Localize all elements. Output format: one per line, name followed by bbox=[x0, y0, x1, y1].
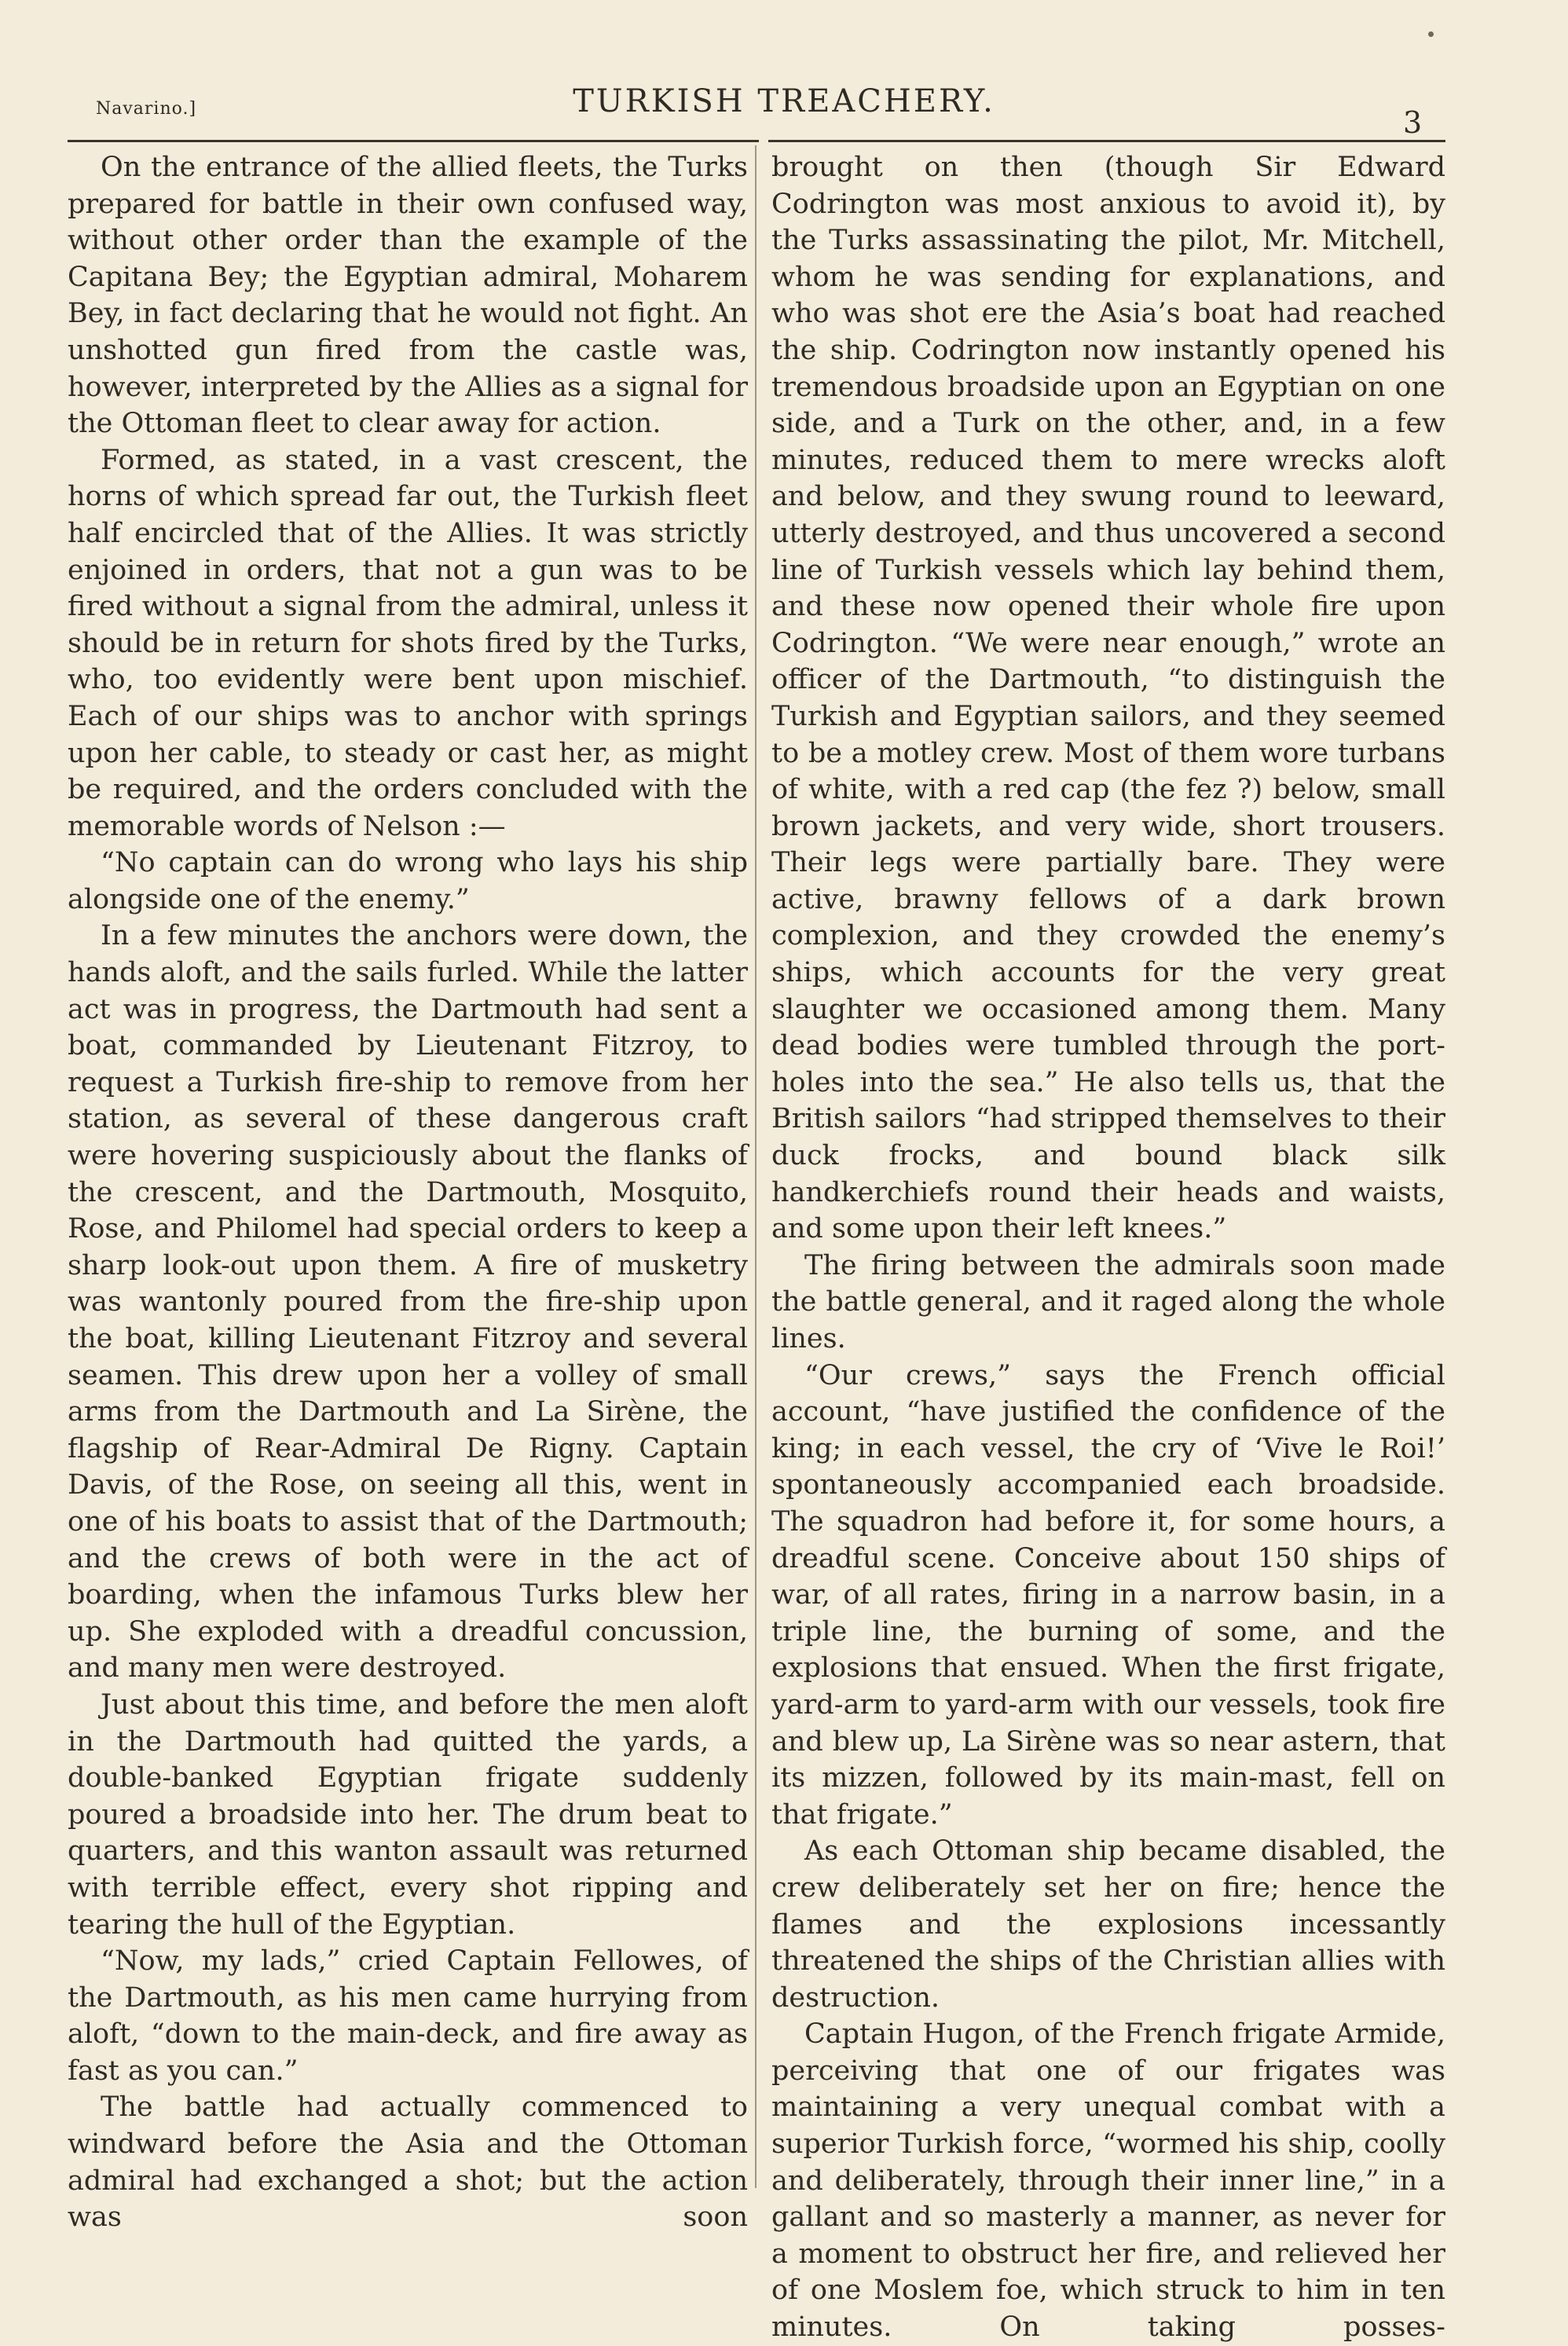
paragraph: Captain Hugon, of the French frigate Armide, perceiving that one of our frigates was maintaining a very unequal combat with a superior Turkish force, “wormed his ship, coolly and deliberately, through their inner line,” in a gallant and so masterly a manner, as never for a moment to obstruct her fire, and relieved her of one Moslem foe, which struck to him in ten minutes. On taking posses- bbox=[771, 2018, 1445, 2344]
running-header bbox=[0, 79, 1568, 140]
left-column bbox=[68, 149, 748, 2236]
header-rule-right bbox=[768, 140, 1445, 142]
page-number: 3 bbox=[1403, 105, 1423, 140]
paragraph: The battle had actually commenced to windward before the Asia and the Ottoman admiral had exchanged a shot; but the action was soon bbox=[68, 2091, 748, 2234]
paragraph: Just about this time, and before the men aloft in the Dartmouth had quitted the yards, a double-banked Egyptian frigate suddenly poured a broadside into her. The drum beat to quarters, and this wanton assault was returned with terrible effect, every shot ripping and tearing the hull of the Egyptian. bbox=[68, 1688, 748, 1941]
paragraph: “Now, my lads,” cried Captain Fellowes, of the Dartmouth, as his men came hurrying from aloft, “down to the main-deck, and fire away as fast as you can.” bbox=[68, 1945, 748, 2087]
ink-speck bbox=[1428, 31, 1434, 37]
paragraph: The firing between the admirals soon made the battle general, and it raged along the whole lines. bbox=[771, 1249, 1445, 1354]
paragraph: On the entrance of the allied fleets, the Turks prepared for battle in their own confused way, without other order than the example of the Capitana Bey; the Egyptian admiral, Moharem Bey, in fact declaring that he would not fight. An unshotted gun fired from the castle was, however, interpreted by the Allies as a signal for the Ottoman fleet to clear away for action. bbox=[68, 152, 748, 440]
paragraph: “No captain can do wrong who lays his ship alongside one of the enemy.” bbox=[68, 847, 748, 915]
running-title: TURKISH TREACHERY. bbox=[573, 83, 995, 119]
paragraph: In a few minutes the anchors were down, the hands aloft, and the sails furled. While the latter act was in progress, the Dartmouth had sent a boat, commanded by Lieutenant Fitzroy, to request a Turkish fire-ship to remove from her station, as several of these dangerous craft were hovering suspiciously about the flanks of the crescent, and the Dartmouth, Mosquito, Rose, and Philomel had special orders to keep a sharp look-out upon them. A fire of musketry was wantonly poured from the fire-ship upon the boat, killing Lieutenant Fitzroy and several seamen. This drew upon her a volley of small arms from the Dartmouth and La Sirène, the flagship of Rear-Admiral De Rigny. Captain Davis, of the Rose, on seeing all this, went in one of his boats to assist that of the Dartmouth; and the crews of both were in the act of boarding, when the infamous Turks blew her up. She exploded with a dreadful concussion, and many men were destroyed. bbox=[68, 920, 748, 1684]
section-tag: Navarino.] bbox=[96, 99, 197, 119]
paragraph: “Our crews,” says the French official account, “have justified the confidence of the king; in each vessel, the cry of ‘Vive le Roi!’ spontaneously accompanied each broadside. The squadron had before it, for some hours, a dreadful scene. Conceive about 150 ships of war, of all rates, firing in a narrow basin, in a triple line, the burning of some, and the explosions that ensued. When the first frigate, yard-arm to yard-arm with our vessels, took fire and blew up, La Sirène was so near astern, that its mizzen, followed by its main-mast, fell on that frigate.” bbox=[771, 1359, 1445, 1831]
right-column bbox=[771, 149, 1445, 2346]
paragraph: brought on then (though Sir Edward Codrington was most anxious to avoid it), by the Turks assassinating the pilot, Mr. Mitchell, whom he was sending for explanations, and who was shot ere the Asia’s boat had reached the ship. Codrington now instantly opened his tremendous broadside upon an Egyptian on one side, and a Turk on the other, and, in a few minutes, reduced them to mere wrecks aloft and below, and they swung round to leeward, utterly destroyed, and thus uncovered a second line of Turkish vessels which lay behind them, and these now opened their whole fire upon Codrington. “We were near enough,” wrote an officer of the Dartmouth, “to distinguish the Turkish and Egyptian sailors, and they seemed to be a motley crew. Most of them wore turbans of white, with a red cap (the fez ?) below, small brown jackets, and very wide, short trousers. Their legs were partially bare. They were active, brawny fellows of a dark brown complexion, and they crowded the enemy’s ships, which accounts for the very great slaughter we occasioned among them. Many dead bodies were tumbled through the port-holes into the sea.” He also tells us, that the British sailors “had stripped themselves to their duck frocks, and bound black silk handkerchiefs round their heads and waists, and some upon their left knees.” bbox=[771, 152, 1445, 1245]
paragraph: Formed, as stated, in a vast crescent, the horns of which spread far out, the Turkish fleet half encircled that of the Allies. It was strictly enjoined in orders, that not a gun was to be fired without a signal from the admiral, unless it should be in return for shots fired by the Turks, who, too evidently were bent upon mischief. Each of our ships was to anchor with springs upon her cable, to steady or cast her, as might be required, and the orders concluded with the memorable words of Nelson :— bbox=[68, 444, 748, 842]
column-divider bbox=[755, 145, 757, 2188]
paragraph: As each Ottoman ship became disabled, the crew deliberately set her on fire; hence the flames and the explosions incessantly threatened the ships of the Christian allies with destruction. bbox=[771, 1835, 1445, 2014]
header-rule-left bbox=[68, 140, 759, 142]
